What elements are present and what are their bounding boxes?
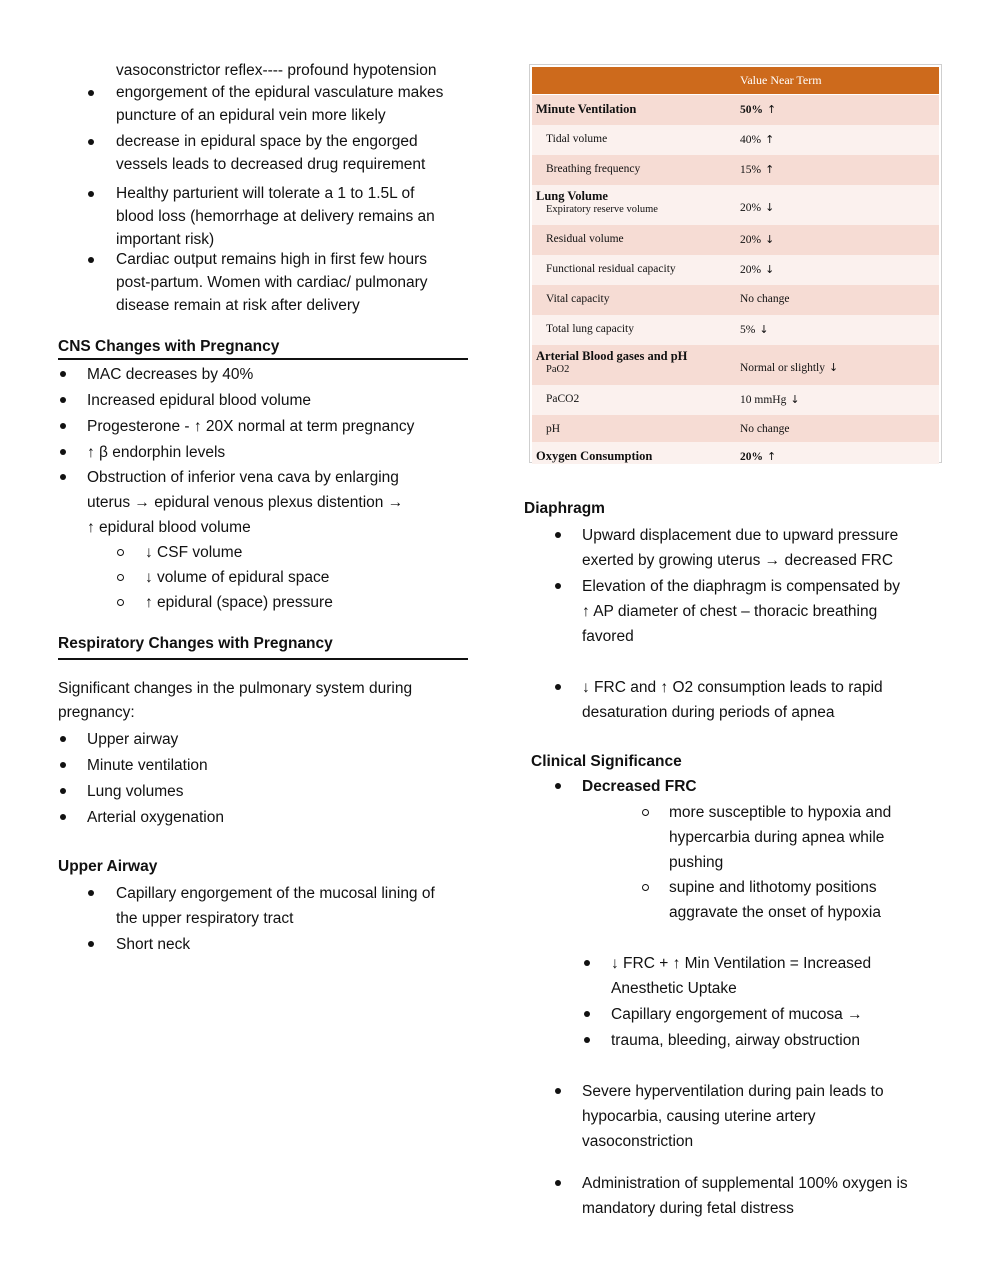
sub-list-item: pushing	[669, 854, 724, 871]
table-row	[532, 415, 939, 442]
table-row-value	[740, 163, 774, 176]
table-row	[532, 95, 939, 125]
circle-bullet-icon	[117, 574, 124, 581]
table-header	[532, 67, 939, 94]
table-row-value	[740, 293, 790, 305]
table-sub-label: PaO2	[546, 364, 570, 375]
clinical-heading: Clinical Significance	[531, 753, 682, 770]
bullet-dot	[584, 960, 590, 966]
table-row-value	[740, 361, 838, 374]
bullet-dot	[60, 371, 66, 377]
circle-bullet-icon	[117, 549, 124, 556]
arrow-up-icon: ↑	[767, 450, 777, 463]
list-item: hypocarbia, causing uterine artery	[582, 1108, 816, 1125]
list-item: vasoconstriction	[582, 1133, 694, 1150]
table-value-text: 40%	[740, 134, 762, 146]
intro-line: vasoconstrictor reflex---- profound hypotension	[116, 62, 437, 79]
table-row-value	[740, 133, 774, 146]
list-item: Minute ventilation	[87, 757, 208, 774]
table-value-text: 10 mmHg	[740, 394, 787, 406]
decreased-frc-label: Decreased FRC	[582, 778, 697, 795]
circle-bullet-icon	[642, 809, 649, 816]
arrow-up-icon: ↑	[767, 103, 777, 116]
table-value-text: 20%	[740, 202, 762, 214]
list-item: Increased epidural blood volume	[87, 392, 312, 409]
list-item: Administration of supplemental 100% oxygen is	[582, 1175, 908, 1192]
list-item: Lung volumes	[87, 783, 184, 800]
sub-list-item: supine and lithotomy positions	[669, 879, 877, 896]
table-row-value	[740, 323, 769, 336]
table-row	[532, 285, 939, 315]
circle-bullet-icon	[117, 599, 124, 606]
table-row-label: Breathing frequency	[546, 163, 641, 175]
list-item: Cardiac output remains high in first few hours	[116, 251, 428, 268]
list-item: ↑ AP diameter of chest – thoracic breathing	[582, 603, 878, 620]
bullet-dot	[60, 449, 66, 455]
list-item: exerted by growing uterus → decreased FRC	[582, 552, 894, 569]
table-row-label: Oxygen Consumption	[536, 449, 653, 463]
arrow-down-icon: ↓	[828, 361, 839, 374]
table-value-text: 20%	[740, 451, 763, 463]
table-value-text: No change	[740, 293, 790, 305]
list-item: Elevation of the diaphragm is compensated by	[582, 578, 900, 595]
table-value-text: 20%	[740, 264, 762, 276]
bullet-dot	[60, 474, 66, 480]
list-item: Obstruction of inferior vena cava by enlarging	[87, 469, 399, 486]
bullet-dot	[584, 1011, 590, 1017]
table-row-label: Functional residual capacity	[546, 263, 676, 275]
sub-list-item: ↓ CSF volume	[145, 544, 243, 561]
bullet-dot	[60, 814, 66, 820]
table-row	[532, 385, 939, 415]
list-item: Anesthetic Uptake	[611, 980, 737, 997]
sub-list-item: aggravate the onset of hypoxia	[669, 904, 881, 921]
table-row-label: Tidal volume	[546, 133, 608, 145]
resp-heading-rule	[58, 658, 468, 660]
sub-list-item: ↓ volume of epidural space	[145, 569, 330, 586]
sub-list-item: hypercarbia during apnea while	[669, 829, 885, 846]
list-item: puncture of an epidural vein more likely	[116, 107, 386, 124]
table-value-text: 50%	[740, 104, 763, 116]
list-item: post-partum. Women with cardiac/ pulmonary	[116, 274, 428, 291]
table-group-label: Arterial Blood gases and pH	[536, 349, 688, 363]
list-item: vessels leads to decreased drug requirement	[116, 156, 426, 173]
bullet-dot	[88, 941, 94, 947]
table-row	[532, 225, 939, 255]
bullet-dot	[88, 90, 94, 96]
bullet-dot	[88, 890, 94, 896]
table-row-label: Total lung capacity	[546, 323, 634, 335]
list-item: uterus → epidural venous plexus distention →	[87, 494, 404, 511]
table-value-text: 20%	[740, 234, 762, 246]
bullet-dot	[60, 397, 66, 403]
bullet-dot	[88, 191, 94, 197]
list-item: decrease in epidural space by the engorged	[116, 133, 418, 150]
list-item: Severe hyperventilation during pain leads to	[582, 1083, 884, 1100]
table-row-value	[740, 201, 774, 214]
arrow-down-icon: ↓	[759, 323, 769, 336]
list-item: ↓ FRC and ↑ O2 consumption leads to rapid	[582, 679, 883, 696]
paragraph-line: Significant changes in the pulmonary system during	[58, 680, 413, 697]
bullet-dot	[555, 684, 561, 690]
diaphragm-heading: Diaphragm	[524, 500, 605, 517]
list-item: desaturation during periods of apnea	[582, 704, 835, 721]
bullet-dot	[555, 1088, 561, 1094]
arrow-up-icon: ↑	[765, 133, 775, 146]
arrow-down-icon: ↓	[765, 233, 775, 246]
table-row-value	[740, 263, 774, 276]
table-value-text: Normal or slightly	[740, 362, 825, 374]
arrow-up-icon: ↑	[765, 163, 775, 176]
arrow-down-icon: ↓	[765, 263, 775, 276]
table-row-label: pH	[546, 423, 561, 435]
bullet-dot	[60, 423, 66, 429]
cns-heading: CNS Changes with Pregnancy	[58, 338, 280, 355]
list-item: Healthy parturient will tolerate a 1 to 1.5L of	[116, 185, 415, 202]
arrow-down-icon: ↓	[790, 393, 800, 406]
bullet-dot	[555, 583, 561, 589]
table-row	[532, 185, 939, 225]
table-value-text: No change	[740, 423, 790, 435]
table-row	[532, 442, 939, 464]
list-item: favored	[582, 628, 634, 645]
paragraph-line: pregnancy:	[58, 704, 135, 721]
table-row-value	[740, 233, 774, 246]
bullet-dot	[60, 762, 66, 768]
list-item: Progesterone - ↑ 20X normal at term pregnancy	[87, 418, 415, 435]
resp-heading: Respiratory Changes with Pregnancy	[58, 635, 333, 652]
sub-list-item: more susceptible to hypoxia and	[669, 804, 892, 821]
list-item: ↑ epidural blood volume	[87, 519, 251, 536]
table-row-label: PaCO2	[546, 393, 580, 405]
table-row-value	[740, 423, 790, 435]
bullet-dot	[60, 788, 66, 794]
table-row-label: Vital capacity	[546, 293, 610, 305]
table-row-value	[740, 103, 776, 116]
table-row-value	[740, 393, 800, 406]
table-row-label	[536, 189, 658, 215]
list-item: engorgement of the epidural vasculature makes	[116, 84, 444, 101]
list-item: blood loss (hemorrhage at delivery remains an	[116, 208, 435, 225]
list-item: Capillary engorgement of the mucosal lining of	[116, 885, 435, 902]
table-row	[532, 255, 939, 285]
list-item: trauma, bleeding, airway obstruction	[611, 1032, 860, 1049]
list-item: ↓ FRC + ↑ Min Ventilation = Increased	[611, 955, 872, 972]
bullet-dot	[555, 532, 561, 538]
list-item: Upward displacement due to upward pressure	[582, 527, 899, 544]
table-row-label	[536, 349, 687, 375]
list-item: Upper airway	[87, 731, 179, 748]
list-item: disease remain at risk after delivery	[116, 297, 360, 314]
table-value-text: 15%	[740, 164, 762, 176]
list-item: important risk)	[116, 231, 215, 248]
sub-list-item: ↑ epidural (space) pressure	[145, 594, 333, 611]
bullet-dot	[584, 1037, 590, 1043]
bullet-dot	[88, 257, 94, 263]
bullet-dot	[555, 783, 561, 789]
table-row	[532, 345, 939, 385]
list-item: MAC decreases by 40%	[87, 366, 254, 383]
table-sub-label: Expiratory reserve volume	[546, 204, 658, 215]
pregnancy-respiratory-table	[529, 64, 942, 463]
table-row-value	[740, 450, 776, 463]
table-row-label: Minute Ventilation	[536, 102, 637, 116]
bullet-dot	[555, 1180, 561, 1186]
airway-heading: Upper Airway	[58, 858, 158, 875]
table-row	[532, 155, 939, 185]
table-row	[532, 315, 939, 345]
table-value-text: 5%	[740, 324, 756, 336]
table-group-label: Lung Volume	[536, 189, 608, 203]
circle-bullet-icon	[642, 884, 649, 891]
list-item: Short neck	[116, 936, 191, 953]
table-row-label: Residual volume	[546, 233, 624, 245]
table-row	[532, 125, 939, 155]
table-header-label: Value Near Term	[740, 73, 822, 87]
cns-heading-rule	[58, 358, 468, 360]
list-item: ↑ β endorphin levels	[87, 444, 226, 461]
list-item: mandatory during fetal distress	[582, 1200, 794, 1217]
list-item: Arterial oxygenation	[87, 809, 224, 826]
list-item: Capillary engorgement of mucosa →	[611, 1006, 863, 1023]
arrow-down-icon: ↓	[765, 201, 775, 214]
bullet-dot	[60, 736, 66, 742]
bullet-dot	[88, 139, 94, 145]
list-item: the upper respiratory tract	[116, 910, 294, 927]
